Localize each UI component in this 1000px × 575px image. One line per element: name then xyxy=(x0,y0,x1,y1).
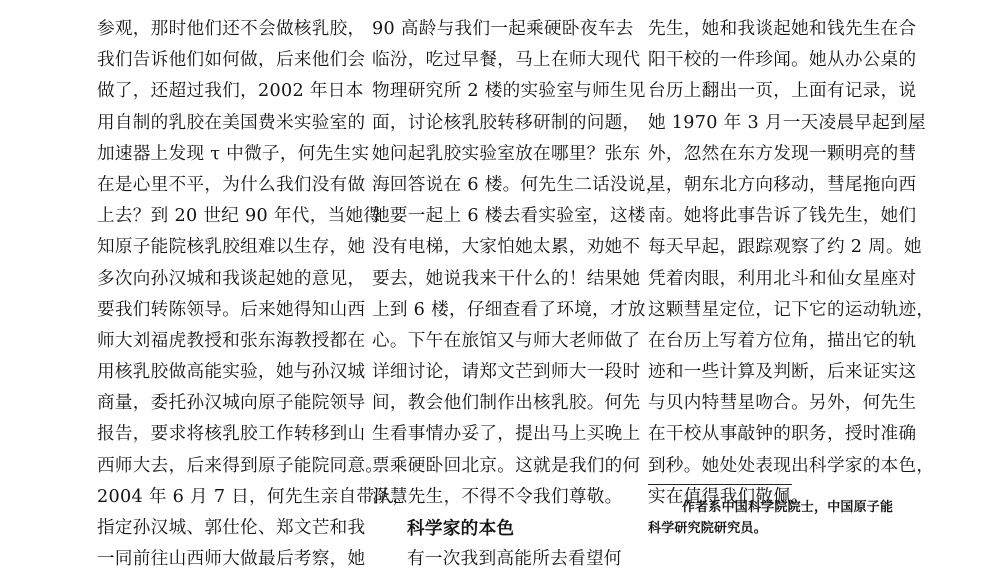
text-line: 台历上翻出一页，上面有记录，说 xyxy=(648,81,917,102)
text-line: 临汾，吃过早餐，马上在师大现代 xyxy=(372,50,641,71)
text-line: 加速器上发现 τ 中微子，何先生实 xyxy=(97,143,370,164)
text-line: 面，讨论核乳胶转移研制的问题， xyxy=(372,112,641,133)
text-line: 她问起乳胶实验室放在哪里？张东 xyxy=(372,143,641,164)
text-line: 凭着肉眼，利用北斗和仙女星座对 xyxy=(648,268,917,289)
text-line: 要去，她说我来干什么的！结果她 xyxy=(372,268,641,289)
text-line: 每天早起，跟踪观察了约 2 周。她 xyxy=(648,237,922,258)
text-line: 她要一起上 6 楼去看实验室，这楼 xyxy=(372,206,646,227)
text-line: 指定孙汉城、郭仕伦、郑文芒和我 xyxy=(97,518,366,538)
text-line: 心。下午在旅馆又与师大老师做了 xyxy=(372,330,641,351)
text-line: 她 1970 年 3 月一天凌晨早起到屋 xyxy=(648,112,926,133)
text-line: 这颗彗星定位，记下它的运动轨迹， xyxy=(648,299,935,320)
text-line: 在干校从事敲钟的职务，授时准确 xyxy=(648,424,917,445)
text-line: 上去？到 20 世纪 90 年代，当她得 xyxy=(97,206,382,227)
text-column-2 xyxy=(372,14,664,575)
text-line: 星，朝东北方向移动，彗尾拖向西 xyxy=(648,174,917,195)
text-line: 票乘硬卧回北京。这就是我们的何 xyxy=(372,455,641,476)
text-line: 师大刘福虎教授和张东海教授都在 xyxy=(97,330,366,351)
text-line: 做了，还超过我们，2002 年日本 xyxy=(97,81,364,102)
text-line: 南。她将此事告诉了钱先生，她们 xyxy=(648,206,917,227)
text-line: 商量，委托孙汉城向原子能院领导 xyxy=(97,393,366,414)
text-line: 用核乳胶做高能实验，她与孙汉城 xyxy=(97,362,366,383)
text-line: 上到 6 楼，仔细查看了环境，才放 xyxy=(372,299,646,320)
text-line: 在台历上写着方位角，描出它的轨 xyxy=(648,330,917,351)
author-note-line: 科学研究院研究员。 xyxy=(648,521,767,536)
text-line: 多次向孙汉城和我谈起她的意见， xyxy=(97,268,366,289)
text-line: 报告，要求将核乳胶工作转移到山 xyxy=(97,424,366,445)
text-line: 知原子能院核乳胶组难以生存，她 xyxy=(97,237,366,258)
text-line: 海回答说在 6 楼。何先生二话没说， xyxy=(372,174,664,195)
text-line: 到秒。她处处表现出科学家的本色， xyxy=(648,455,935,476)
text-line: 西师大去，后来得到原子能院同意。 xyxy=(97,455,384,476)
text-line: 90 高龄与我们一起乘硬卧夜车去 xyxy=(372,19,634,39)
text-line: 用自制的乳胶在美国费米实验室的 xyxy=(97,112,366,133)
text-line: 间，教会他们制作出核乳胶。何先 xyxy=(372,393,641,414)
text-column-3 xyxy=(648,14,935,513)
text-line: 实在值得我们敬佩。 xyxy=(648,486,810,507)
text-line: 生看事情办妥了，提出马上买晚上 xyxy=(372,424,641,445)
text-line: 没有电梯，大家怕她太累，劝她不 xyxy=(372,237,641,258)
footnote-divider xyxy=(648,484,792,485)
text-line: 在是心里不平，为什么我们没有做 xyxy=(97,174,366,195)
text-line: 迹和一些计算及判断，后来证实这 xyxy=(648,362,917,383)
text-line: 我们告诉他们如何做，后来他们会 xyxy=(97,50,366,71)
paragraph-first-line: 有一次我到高能所去看望何 xyxy=(407,549,622,570)
author-note-line: 作者系中国科学院院士，中国原子能 xyxy=(682,500,894,515)
text-line: 物理研究所 2 楼的实验室与师生见 xyxy=(372,81,646,102)
text-column-1 xyxy=(97,14,411,575)
author-note xyxy=(648,497,910,539)
text-line: 外，忽然在东方发现一颗明亮的彗 xyxy=(648,143,917,164)
text-line: 与贝内特彗星吻合。另外，何先生 xyxy=(648,393,917,414)
text-line: 先生，她和我谈起她和钱先生在合 xyxy=(648,19,917,39)
text-line: 阳干校的一件珍闻。她从办公桌的 xyxy=(648,50,917,71)
text-line: 一同前往山西师大做最后考察，她 xyxy=(97,549,366,570)
text-line: 泽慧先生，不得不令我们尊敬。 xyxy=(372,486,623,507)
text-line: 要我们转陈领导。后来她得知山西 xyxy=(97,299,366,320)
text-line: 2004 年 6 月 7 日，何先生亲自带队， xyxy=(97,486,411,507)
section-heading: 科学家的本色 xyxy=(407,518,515,539)
text-line: 详细讨论，请郑文芒到师大一段时 xyxy=(372,362,641,383)
text-line: 参观，那时他们还不会做核乳胶， xyxy=(97,19,366,39)
